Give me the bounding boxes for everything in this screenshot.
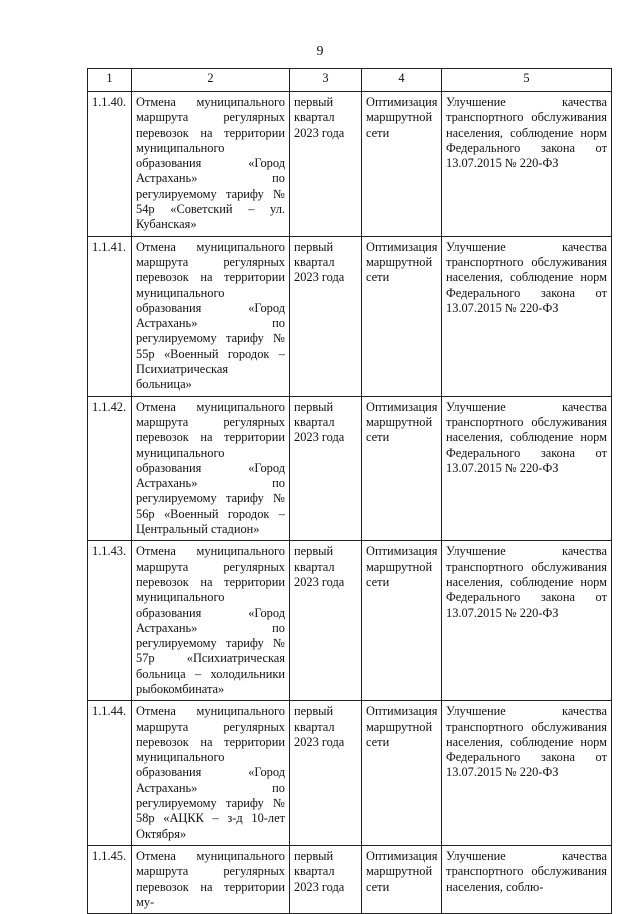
measure-name: Отмена муниципального маршрута регулярных перевозок на территории муниципального образования «Город Астрахань» по регулируемому тарифу № 58р «АЦКК – з-д 10-лет Октября» — [132, 701, 290, 846]
goal: Оптимизация маршрутной сети — [362, 845, 442, 913]
page-number: 9 — [316, 44, 324, 59]
table-row — [88, 236, 612, 396]
item-number: 1.1.41. — [88, 236, 132, 396]
deadline: первый квартал 2023 года — [290, 92, 362, 237]
measures-table — [87, 68, 612, 914]
deadline: первый квартал 2023 года — [290, 396, 362, 541]
goal: Оптимизация маршрутной сети — [362, 236, 442, 396]
expected-result: Улучшение качества транспортного обслуживания населения, соблюдение норм Федерального закона от 13.07.2015 № 220-ФЗ — [442, 236, 612, 396]
item-number: 1.1.43. — [88, 541, 132, 701]
expected-result: Улучшение качества транспортного обслуживания населения, соблюдение норм Федерального закона от 13.07.2015 № 220-ФЗ — [442, 92, 612, 237]
goal: Оптимизация маршрутной сети — [362, 701, 442, 846]
column-header: 3 — [290, 69, 362, 92]
deadline: первый квартал 2023 года — [290, 701, 362, 846]
goal: Оптимизация маршрутной сети — [362, 396, 442, 541]
item-number: 1.1.40. — [88, 92, 132, 237]
measure-name: Отмена муниципального маршрута регулярных перевозок на территории муниципального образования «Город Астрахань» по регулируемому тарифу № 54р «Советский – ул. Кубанская» — [132, 92, 290, 237]
deadline: первый квартал 2023 года — [290, 845, 362, 913]
item-number: 1.1.44. — [88, 701, 132, 846]
column-header: 5 — [442, 69, 612, 92]
column-header: 4 — [362, 69, 442, 92]
item-number: 1.1.45. — [88, 845, 132, 913]
expected-result: Улучшение качества транспортного обслуживания населения, соблю- — [442, 845, 612, 913]
goal: Оптимизация маршрутной сети — [362, 92, 442, 237]
deadline: первый квартал 2023 года — [290, 236, 362, 396]
table-row — [88, 541, 612, 701]
goal: Оптимизация маршрутной сети — [362, 541, 442, 701]
column-header: 2 — [132, 69, 290, 92]
table-row — [88, 701, 612, 846]
table-header-row — [88, 69, 612, 92]
deadline: первый квартал 2023 года — [290, 541, 362, 701]
item-number: 1.1.42. — [88, 396, 132, 541]
expected-result: Улучшение качества транспортного обслуживания населения, соблюдение норм Федерального закона от 13.07.2015 № 220-ФЗ — [442, 396, 612, 541]
table-row — [88, 845, 612, 913]
measure-name: Отмена муниципального маршрута регулярных перевозок на территории муниципального образования «Город Астрахань» по регулируемому тарифу № 55р «Военный городок – Психиатрическая больница» — [132, 236, 290, 396]
measure-name: Отмена муниципального маршрута регулярных перевозок на территории муниципального образования «Город Астрахань» по регулируемому тарифу № 56р «Военный городок – Центральный стадион» — [132, 396, 290, 541]
expected-result: Улучшение качества транспортного обслуживания населения, соблюдение норм Федерального закона от 13.07.2015 № 220-ФЗ — [442, 541, 612, 701]
table-row — [88, 396, 612, 541]
expected-result: Улучшение качества транспортного обслуживания населения, соблюдение норм Федерального закона от 13.07.2015 № 220-ФЗ — [442, 701, 612, 846]
measure-name: Отмена муниципального маршрута регулярных перевозок на территории му- — [132, 845, 290, 913]
column-header: 1 — [88, 69, 132, 92]
measure-name: Отмена муниципального маршрута регулярных перевозок на территории муниципального образования «Город Астрахань» по регулируемому тарифу № 57р «Психиатрическая больница – холодильники рыбокомбината» — [132, 541, 290, 701]
table-row — [88, 92, 612, 237]
